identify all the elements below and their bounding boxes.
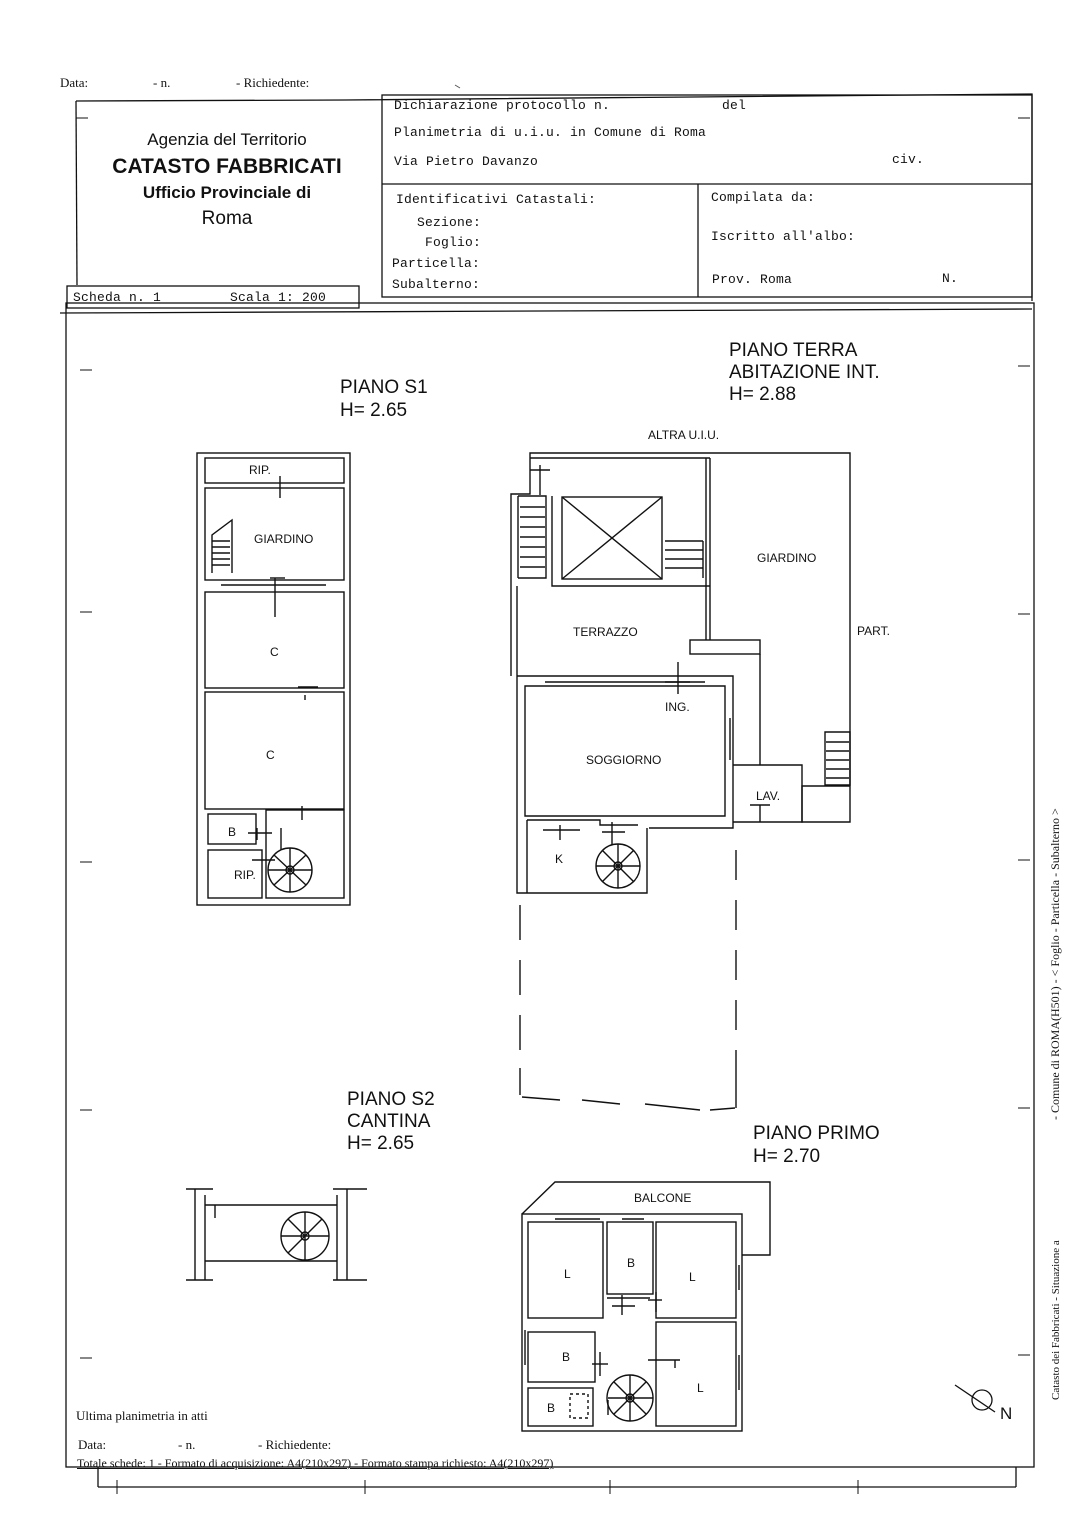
del-label: del [722, 98, 747, 113]
side-caption: - Comune di ROMA(H501) - < Foglio - Particella - Subalterno > [1048, 808, 1062, 1120]
header-frame-top [76, 94, 1032, 301]
plan-s1-height: H= 2.65 [340, 400, 408, 421]
room-giardino-terra: GIARDINO [757, 551, 817, 565]
plan-s2-subtitle: CANTINA [347, 1111, 431, 1132]
page-frame [66, 303, 1034, 1467]
scheda-label: Scheda n. 1 [73, 290, 162, 305]
plan-terra-title: PIANO TERRA [729, 340, 858, 361]
compilata-label: Compilata da: [711, 190, 816, 205]
room-soggiorno: SOGGIORNO [586, 753, 662, 767]
plan-s1-title-block [340, 376, 428, 422]
north-label: N [1000, 1404, 1013, 1423]
plan-s2 [186, 1189, 367, 1280]
room-part: PART. [857, 624, 890, 638]
room-k: K [555, 852, 564, 866]
room-l1: L [564, 1267, 571, 1281]
footer-n-label: - n. [178, 1437, 196, 1452]
catasto-title: CATASTO FABBRICATI [112, 155, 342, 178]
plan-terra-title-block [729, 340, 880, 406]
room-l2: L [689, 1270, 696, 1284]
prov-label: Prov. Roma [712, 272, 793, 287]
footer-richiedente-label: - Richiedente: [258, 1437, 332, 1452]
plan-s2-title: PIANO S2 [347, 1089, 435, 1110]
room-ing: ING. [665, 700, 690, 714]
n-label: N. [942, 271, 959, 286]
plan-terra-height: H= 2.88 [729, 384, 797, 405]
room-lav: LAV. [756, 789, 781, 803]
room-terrazzo: TERRAZZO [573, 625, 638, 639]
city-label: Roma [201, 208, 253, 229]
scheda-box [67, 286, 359, 308]
room-altra-uiu: ALTRA U.I.U. [648, 428, 720, 442]
footer-data-label: Data: [78, 1437, 107, 1452]
foglio-label: Foglio: [425, 235, 482, 250]
footer-totale: Totale schede: 1 - Formato di acquisizione: A4(210x297) - Formato stampa richiesto: A4(210x297) [77, 1456, 554, 1470]
room-balcone: BALCONE [634, 1191, 692, 1205]
top-data-label: Data: [60, 75, 89, 90]
header-frame-left [76, 101, 77, 285]
page-frame-inner-top [60, 309, 1032, 313]
plan-terra-subtitle: ABITAZIONE INT. [729, 362, 880, 383]
subalterno-label: Subalterno: [392, 277, 481, 292]
plan-primo-height: H= 2.70 [753, 1146, 821, 1167]
room-rip-bottom: RIP. [234, 868, 256, 882]
plan-primo [522, 1182, 770, 1431]
footer-ultima: Ultima planimetria in atti [76, 1408, 208, 1423]
room-b2: B [562, 1350, 571, 1364]
frame-ticks [76, 118, 1030, 1494]
iscritto-label: Iscritto all'albo: [711, 229, 856, 244]
room-c2: C [266, 748, 275, 762]
room-b-s1: B [228, 825, 237, 839]
room-b3: B [547, 1401, 556, 1415]
plan-s1-title: PIANO S1 [340, 377, 428, 398]
planimetria-label: Planimetria di u.i.u. in Comune di Roma [394, 125, 707, 140]
agency-name: Agenzia del Territorio [147, 130, 307, 149]
plan-s2-height: H= 2.65 [347, 1133, 415, 1154]
room-rip-top: RIP. [249, 463, 271, 477]
plan-s2-title-block [347, 1089, 435, 1155]
side-caption-bottom: Catasto dei Fabbricati - Situazione a [1050, 1240, 1062, 1400]
ufficio-label: Ufficio Provinciale di [142, 183, 312, 202]
plan-primo-title: PIANO PRIMO [753, 1123, 880, 1144]
plan-primo-title-block [753, 1122, 880, 1168]
particella-label: Particella: [392, 256, 481, 271]
room-l3: L [697, 1381, 704, 1395]
north-arrow-icon [955, 1385, 995, 1412]
plan-s1 [197, 453, 350, 905]
civ-label: civ. [892, 152, 925, 167]
scala-label: Scala 1: 200 [230, 290, 327, 305]
sezione-label: Sezione: [417, 215, 482, 230]
declaration-box [382, 95, 1032, 297]
room-b1: B [627, 1256, 636, 1270]
room-giardino-s1: GIARDINO [254, 532, 314, 546]
top-n-label: - n. [153, 75, 171, 90]
protocol-label: Dichiarazione protocollo n. [394, 98, 611, 113]
room-c1: C [270, 645, 279, 659]
top-richiedente-label: - Richiedente: [236, 75, 310, 90]
identificativi-title: Identificativi Catastali: [396, 192, 597, 207]
address-label: Via Pietro Davanzo [394, 154, 539, 169]
